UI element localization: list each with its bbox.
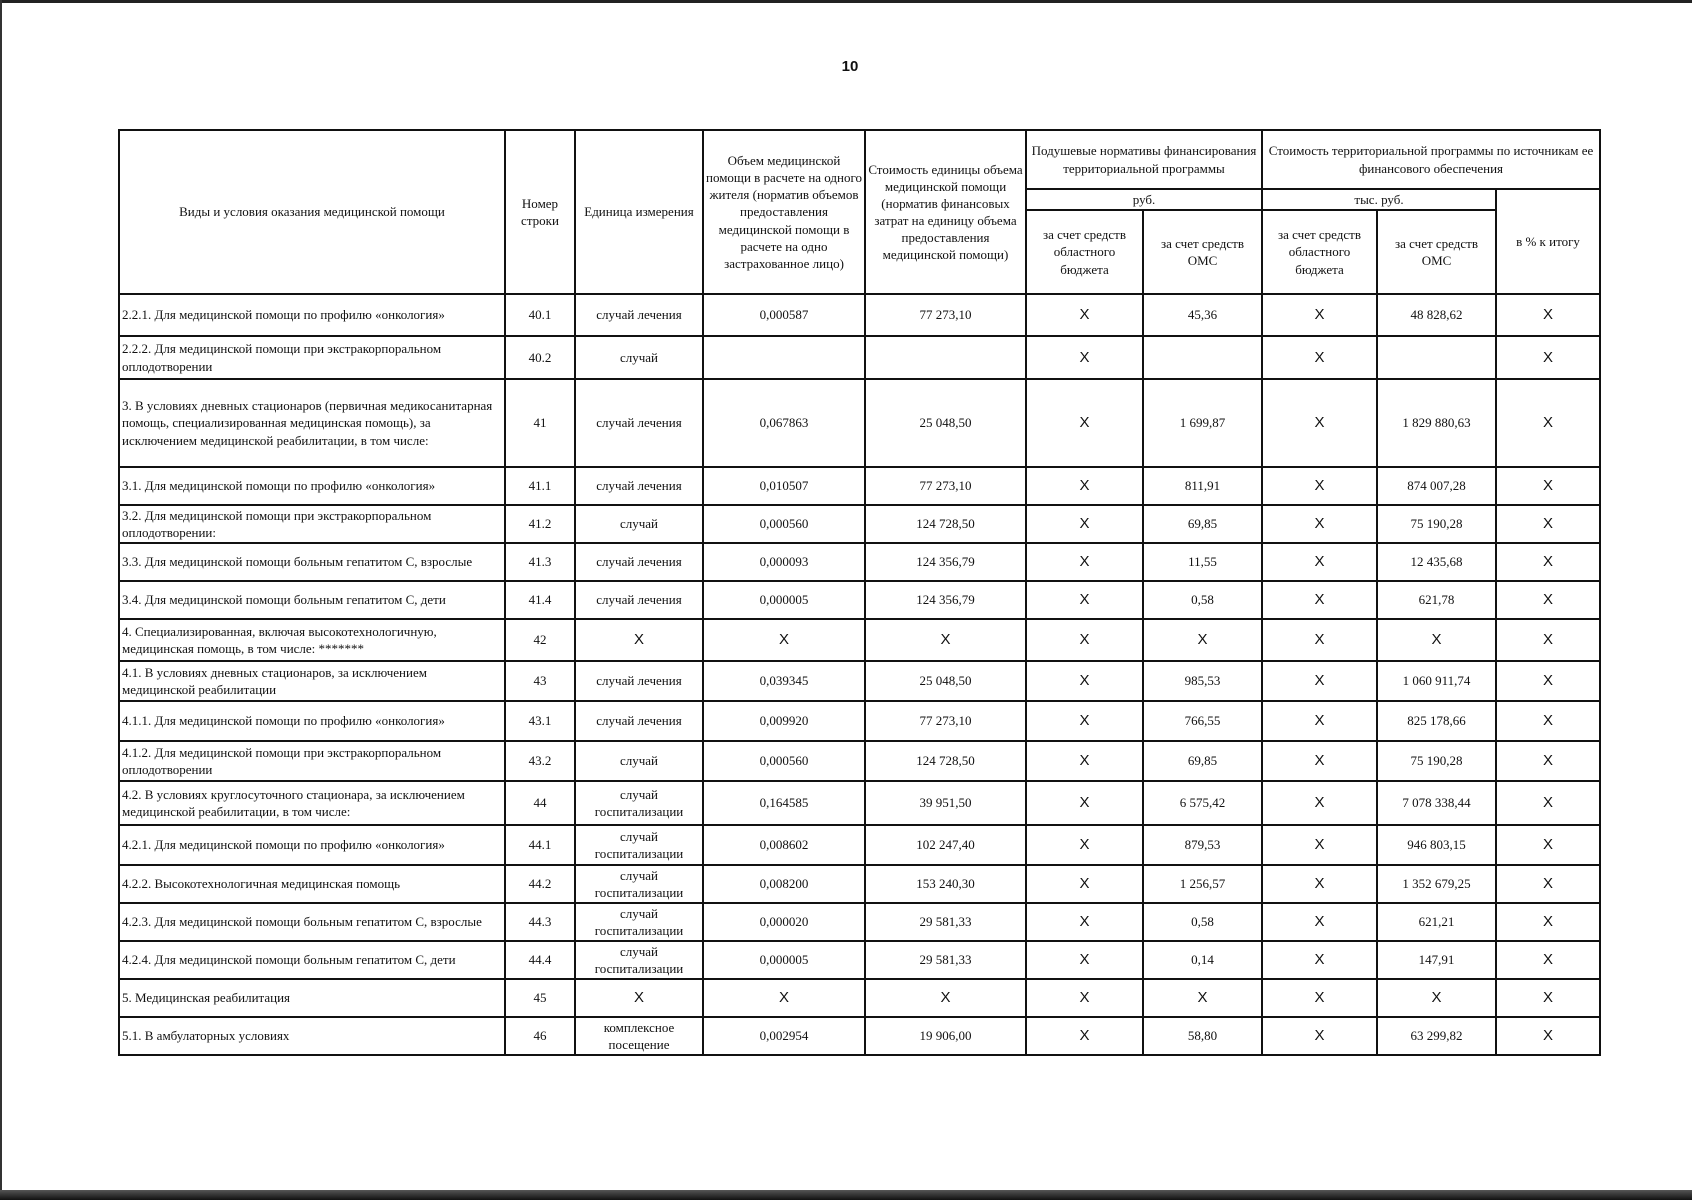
row-name: 2.2.1. Для медицинской помощи по профилю «онкология»	[119, 294, 505, 336]
row-percent: X	[1496, 336, 1600, 379]
row-per-capita-budget: X	[1026, 619, 1143, 661]
row-name: 4.2.3. Для медицинской помощи больным гепатитом С, взрослые	[119, 903, 505, 941]
row-cost-oms: 946 803,15	[1377, 825, 1496, 865]
row-percent: X	[1496, 941, 1600, 979]
row-per-capita-oms	[1143, 336, 1262, 379]
row-per-capita-budget: X	[1026, 543, 1143, 581]
row-unit-cost: 25 048,50	[865, 379, 1026, 467]
row-unit: комплексное посещение	[575, 1017, 703, 1055]
row-per-capita-oms: 985,53	[1143, 661, 1262, 701]
row-volume: 0,010507	[703, 467, 865, 505]
row-cost-budget: X	[1262, 619, 1377, 661]
row-per-capita-oms: X	[1143, 979, 1262, 1017]
row-cost-budget: X	[1262, 505, 1377, 543]
row-cost-budget: X	[1262, 979, 1377, 1017]
row-name: 4.2.4. Для медицинской помощи больным гепатитом С, дети	[119, 941, 505, 979]
row-name: 5. Медицинская реабилитация	[119, 979, 505, 1017]
row-percent: X	[1496, 865, 1600, 903]
row-name: 3.2. Для медицинской помощи при экстракорпоральном оплодотворении:	[119, 505, 505, 543]
row-volume: 0,067863	[703, 379, 865, 467]
row-unit: случай лечения	[575, 467, 703, 505]
row-name: 3.1. Для медицинской помощи по профилю «онкология»	[119, 467, 505, 505]
table-row	[119, 505, 1600, 543]
row-unit-cost: 29 581,33	[865, 941, 1026, 979]
row-percent: X	[1496, 701, 1600, 741]
row-percent: X	[1496, 379, 1600, 467]
table-header	[119, 130, 1600, 294]
row-unit: случай госпитализации	[575, 903, 703, 941]
row-unit: случай госпитализации	[575, 825, 703, 865]
row-unit: случай лечения	[575, 661, 703, 701]
row-volume: 0,000005	[703, 581, 865, 619]
row-name: 4.2.2. Высокотехнологичная медицинская помощь	[119, 865, 505, 903]
row-unit-cost: X	[865, 979, 1026, 1017]
row-cost-oms: X	[1377, 619, 1496, 661]
row-line-number: 41	[505, 379, 575, 467]
row-unit-cost: 124 356,79	[865, 543, 1026, 581]
row-name: 3.3. Для медицинской помощи больным гепатитом С, взрослые	[119, 543, 505, 581]
row-cost-oms: 75 190,28	[1377, 505, 1496, 543]
table-row	[119, 467, 1600, 505]
header-per-capita-group: Подушевые нормативы финансирования территориальной программы	[1026, 130, 1262, 189]
row-cost-budget: X	[1262, 379, 1377, 467]
row-volume: X	[703, 979, 865, 1017]
table-body	[119, 294, 1600, 1055]
row-per-capita-budget: X	[1026, 865, 1143, 903]
row-line-number: 40.2	[505, 336, 575, 379]
row-cost-oms: 825 178,66	[1377, 701, 1496, 741]
header-percent: в % к итогу	[1496, 189, 1600, 294]
row-percent: X	[1496, 467, 1600, 505]
header-program-cost-group: Стоимость территориальной программы по источникам ее финансового обеспечения	[1262, 130, 1600, 189]
row-cost-budget: X	[1262, 467, 1377, 505]
row-line-number: 43.1	[505, 701, 575, 741]
row-name: 5.1. В амбулаторных условиях	[119, 1017, 505, 1055]
row-cost-budget: X	[1262, 781, 1377, 825]
row-per-capita-budget: X	[1026, 781, 1143, 825]
row-name: 4.2. В условиях круглосуточного стационара, за исключением медицинской реабилитации, в том числе:	[119, 781, 505, 825]
table-row	[119, 336, 1600, 379]
row-cost-oms: 621,78	[1377, 581, 1496, 619]
row-cost-oms: 63 299,82	[1377, 1017, 1496, 1055]
scan-edge-top	[0, 0, 1692, 3]
row-cost-oms: 1 352 679,25	[1377, 865, 1496, 903]
row-cost-oms	[1377, 336, 1496, 379]
row-cost-budget: X	[1262, 543, 1377, 581]
row-line-number: 44.4	[505, 941, 575, 979]
row-per-capita-oms: 1 256,57	[1143, 865, 1262, 903]
row-line-number: 43	[505, 661, 575, 701]
table-row	[119, 741, 1600, 781]
row-line-number: 41.2	[505, 505, 575, 543]
table-row	[119, 619, 1600, 661]
scan-edge-bottom	[0, 1190, 1692, 1200]
row-percent: X	[1496, 741, 1600, 781]
row-cost-oms: 1 060 911,74	[1377, 661, 1496, 701]
row-cost-oms: 7 078 338,44	[1377, 781, 1496, 825]
table-row	[119, 294, 1600, 336]
row-line-number: 41.3	[505, 543, 575, 581]
row-volume: 0,008200	[703, 865, 865, 903]
row-unit: случай лечения	[575, 543, 703, 581]
row-unit-cost: 25 048,50	[865, 661, 1026, 701]
row-per-capita-oms: 1 699,87	[1143, 379, 1262, 467]
header-unit: Единица измерения	[575, 130, 703, 294]
row-name: 4.1.1. Для медицинской помощи по профилю «онкология»	[119, 701, 505, 741]
row-per-capita-budget: X	[1026, 903, 1143, 941]
row-unit-cost: 124 728,50	[865, 505, 1026, 543]
row-line-number: 40.1	[505, 294, 575, 336]
row-line-number: 44.3	[505, 903, 575, 941]
header-per-capita-oms: за счет средств ОМС	[1143, 210, 1262, 294]
header-line-number: Номер строки	[505, 130, 575, 294]
table-row	[119, 1017, 1600, 1055]
row-unit-cost: 77 273,10	[865, 294, 1026, 336]
table-row	[119, 379, 1600, 467]
row-cost-oms: 874 007,28	[1377, 467, 1496, 505]
row-cost-budget: X	[1262, 701, 1377, 741]
row-name: 4.1.2. Для медицинской помощи при экстракорпоральном оплодотворении	[119, 741, 505, 781]
row-unit: случай	[575, 505, 703, 543]
row-per-capita-budget: X	[1026, 661, 1143, 701]
row-volume: 0,002954	[703, 1017, 865, 1055]
row-cost-budget: X	[1262, 865, 1377, 903]
row-unit: случай госпитализации	[575, 941, 703, 979]
row-name: 3.4. Для медицинской помощи больным гепатитом С, дети	[119, 581, 505, 619]
row-volume: 0,009920	[703, 701, 865, 741]
row-cost-budget: X	[1262, 661, 1377, 701]
row-unit: случай лечения	[575, 701, 703, 741]
table-row	[119, 941, 1600, 979]
row-cost-budget: X	[1262, 294, 1377, 336]
table-row	[119, 701, 1600, 741]
row-volume: 0,000005	[703, 941, 865, 979]
header-unit-rub: руб.	[1026, 189, 1262, 210]
row-volume: 0,008602	[703, 825, 865, 865]
row-unit-cost: 29 581,33	[865, 903, 1026, 941]
row-unit-cost: 19 906,00	[865, 1017, 1026, 1055]
row-name: 4.1. В условиях дневных стационаров, за исключением медицинской реабилитации	[119, 661, 505, 701]
row-per-capita-oms: 766,55	[1143, 701, 1262, 741]
row-line-number: 44.1	[505, 825, 575, 865]
row-cost-budget: X	[1262, 941, 1377, 979]
row-volume: 0,000560	[703, 505, 865, 543]
row-per-capita-oms: 69,85	[1143, 741, 1262, 781]
row-name: 2.2.2. Для медицинской помощи при экстракорпоральном оплодотворении	[119, 336, 505, 379]
row-unit: X	[575, 619, 703, 661]
row-unit-cost: 39 951,50	[865, 781, 1026, 825]
row-cost-budget: X	[1262, 741, 1377, 781]
row-percent: X	[1496, 903, 1600, 941]
row-unit: случай	[575, 741, 703, 781]
page-number: 10	[841, 58, 859, 75]
row-line-number: 42	[505, 619, 575, 661]
table-row	[119, 979, 1600, 1017]
row-name: 3. В условиях дневных стационаров (первичная медикосанитарная помощь, специализированная медицинская помощь), за исключением медицинской реабилитации, в том числе:	[119, 379, 505, 467]
row-unit-cost: 77 273,10	[865, 701, 1026, 741]
header-volume: Объем медицинской помощи в расчете на одного жителя (норматив объемов предоставления медицинской помощи в расчете на одно застрахованное лицо)	[703, 130, 865, 294]
row-per-capita-oms: 0,58	[1143, 581, 1262, 619]
row-per-capita-budget: X	[1026, 825, 1143, 865]
row-percent: X	[1496, 661, 1600, 701]
row-unit: случай лечения	[575, 581, 703, 619]
row-line-number: 41.4	[505, 581, 575, 619]
row-per-capita-oms: 45,36	[1143, 294, 1262, 336]
row-percent: X	[1496, 294, 1600, 336]
row-percent: X	[1496, 781, 1600, 825]
table-row	[119, 903, 1600, 941]
program-table	[118, 129, 1601, 1056]
row-per-capita-budget: X	[1026, 467, 1143, 505]
row-unit: случай госпитализации	[575, 781, 703, 825]
row-per-capita-budget: X	[1026, 336, 1143, 379]
row-volume	[703, 336, 865, 379]
row-per-capita-oms: 6 575,42	[1143, 781, 1262, 825]
table-row	[119, 781, 1600, 825]
row-percent: X	[1496, 505, 1600, 543]
row-cost-oms: 147,91	[1377, 941, 1496, 979]
table-row	[119, 661, 1600, 701]
row-per-capita-oms: 0,14	[1143, 941, 1262, 979]
row-cost-budget: X	[1262, 903, 1377, 941]
row-cost-oms: 12 435,68	[1377, 543, 1496, 581]
row-per-capita-budget: X	[1026, 379, 1143, 467]
row-per-capita-budget: X	[1026, 979, 1143, 1017]
row-per-capita-oms: 0,58	[1143, 903, 1262, 941]
row-unit-cost: 153 240,30	[865, 865, 1026, 903]
row-unit: случай госпитализации	[575, 865, 703, 903]
table-row	[119, 543, 1600, 581]
row-line-number: 41.1	[505, 467, 575, 505]
row-per-capita-budget: X	[1026, 294, 1143, 336]
header-cost-oms: за счет средств ОМС	[1377, 210, 1496, 294]
row-name: 4.2.1. Для медицинской помощи по профилю «онкология»	[119, 825, 505, 865]
row-volume: 0,164585	[703, 781, 865, 825]
row-unit-cost: 77 273,10	[865, 467, 1026, 505]
row-volume: 0,000560	[703, 741, 865, 781]
row-per-capita-budget: X	[1026, 941, 1143, 979]
row-cost-budget: X	[1262, 336, 1377, 379]
row-line-number: 45	[505, 979, 575, 1017]
header-unit-thousand-rub: тыс. руб.	[1262, 189, 1496, 210]
row-cost-budget: X	[1262, 825, 1377, 865]
row-unit: случай лечения	[575, 379, 703, 467]
row-unit: X	[575, 979, 703, 1017]
row-volume: 0,000587	[703, 294, 865, 336]
row-volume: X	[703, 619, 865, 661]
row-per-capita-oms: 69,85	[1143, 505, 1262, 543]
row-per-capita-budget: X	[1026, 1017, 1143, 1055]
row-per-capita-oms: 811,91	[1143, 467, 1262, 505]
row-unit-cost: 124 728,50	[865, 741, 1026, 781]
row-cost-oms: 621,21	[1377, 903, 1496, 941]
row-per-capita-budget: X	[1026, 505, 1143, 543]
row-line-number: 46	[505, 1017, 575, 1055]
row-per-capita-oms: 58,80	[1143, 1017, 1262, 1055]
row-cost-oms: 1 829 880,63	[1377, 379, 1496, 467]
row-unit-cost: X	[865, 619, 1026, 661]
header-unit-cost: Стоимость единицы объема медицинской помощи (норматив финансовых затрат на единицу объема предоставления медицинской помощи)	[865, 130, 1026, 294]
header-per-capita-budget: за счет средств областного бюджета	[1026, 210, 1143, 294]
table-row	[119, 581, 1600, 619]
table-row	[119, 825, 1600, 865]
row-percent: X	[1496, 979, 1600, 1017]
row-per-capita-oms: 879,53	[1143, 825, 1262, 865]
row-cost-oms: X	[1377, 979, 1496, 1017]
row-per-capita-budget: X	[1026, 701, 1143, 741]
row-per-capita-oms: X	[1143, 619, 1262, 661]
table-row	[119, 865, 1600, 903]
row-volume: 0,000020	[703, 903, 865, 941]
row-line-number: 43.2	[505, 741, 575, 781]
row-cost-budget: X	[1262, 1017, 1377, 1055]
row-percent: X	[1496, 581, 1600, 619]
row-per-capita-budget: X	[1026, 741, 1143, 781]
row-line-number: 44	[505, 781, 575, 825]
row-percent: X	[1496, 543, 1600, 581]
row-percent: X	[1496, 1017, 1600, 1055]
row-percent: X	[1496, 619, 1600, 661]
header-cost-budget: за счет средств областного бюджета	[1262, 210, 1377, 294]
row-name: 4. Специализированная, включая высокотехнологичную, медицинская помощь, в том числе: *******	[119, 619, 505, 661]
row-per-capita-oms: 11,55	[1143, 543, 1262, 581]
row-unit: случай	[575, 336, 703, 379]
row-unit-cost: 124 356,79	[865, 581, 1026, 619]
row-cost-oms: 75 190,28	[1377, 741, 1496, 781]
scan-edge-left	[0, 0, 2, 1200]
row-unit: случай лечения	[575, 294, 703, 336]
header-name: Виды и условия оказания медицинской помощи	[119, 130, 505, 294]
row-percent: X	[1496, 825, 1600, 865]
row-unit-cost	[865, 336, 1026, 379]
row-volume: 0,000093	[703, 543, 865, 581]
row-per-capita-budget: X	[1026, 581, 1143, 619]
row-line-number: 44.2	[505, 865, 575, 903]
row-cost-budget: X	[1262, 581, 1377, 619]
row-volume: 0,039345	[703, 661, 865, 701]
row-cost-oms: 48 828,62	[1377, 294, 1496, 336]
row-unit-cost: 102 247,40	[865, 825, 1026, 865]
